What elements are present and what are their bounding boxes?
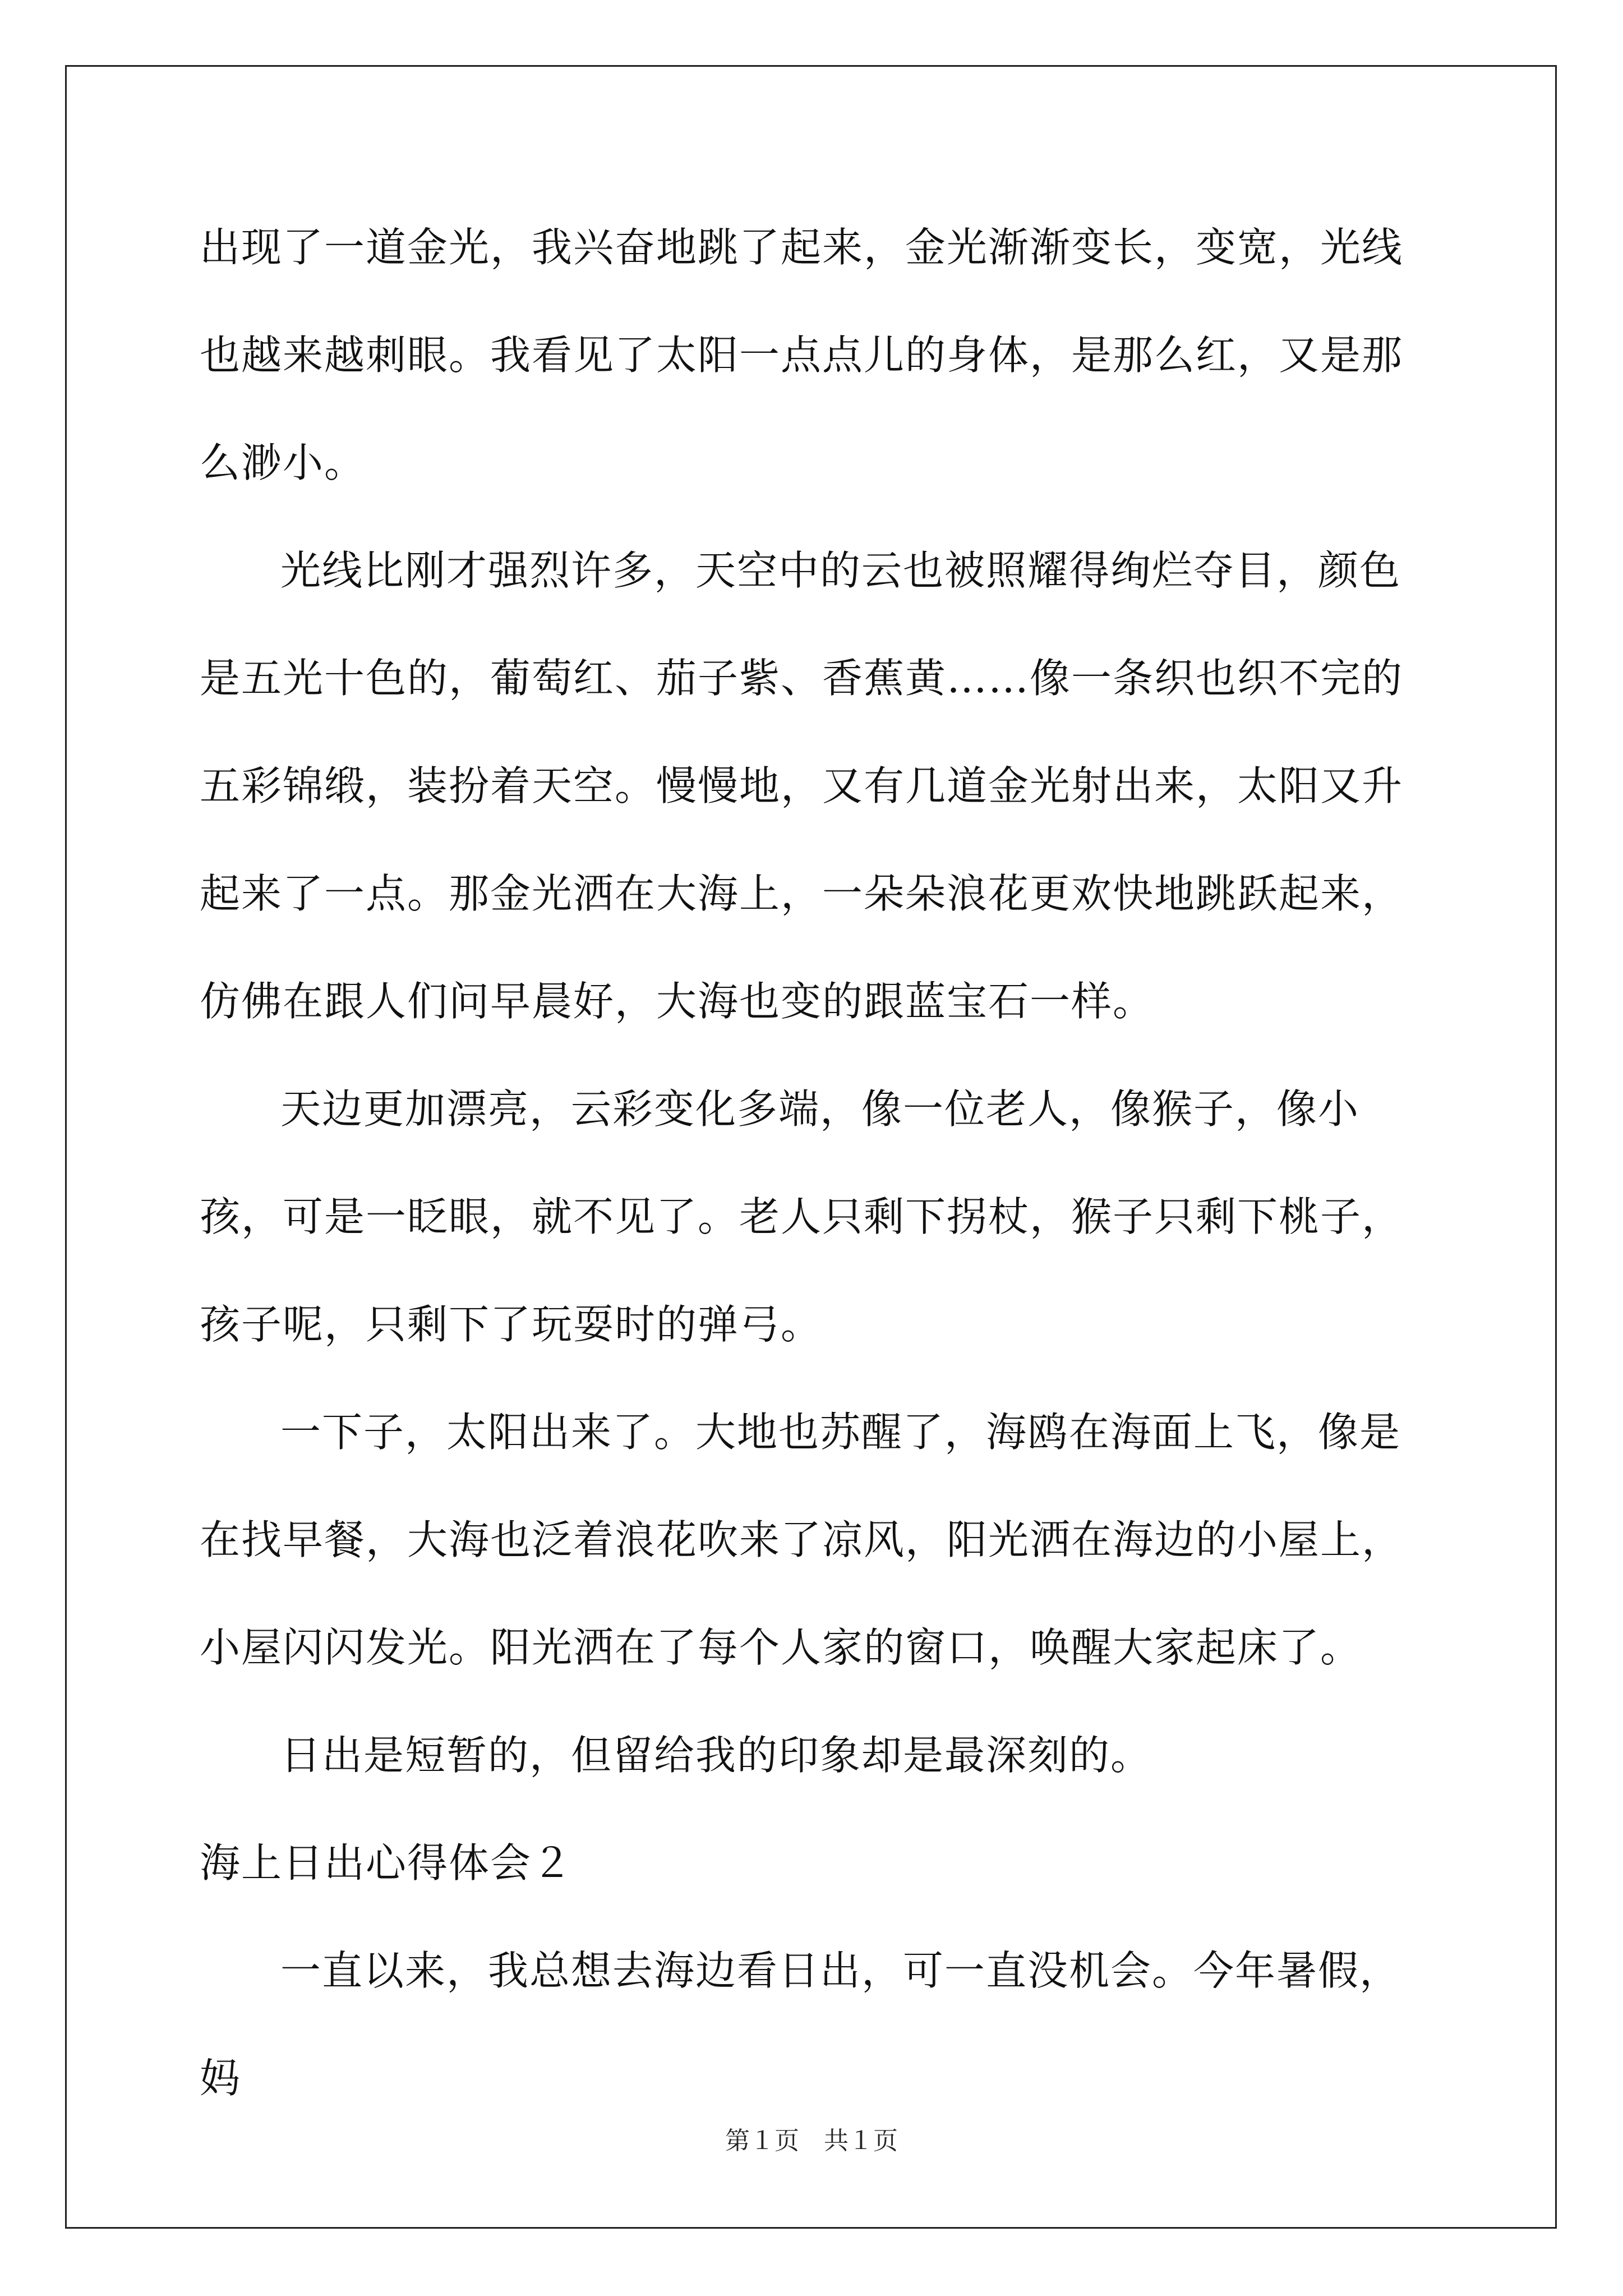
document-body	[200, 194, 1433, 2132]
paragraph-6: 一直以来，我总想去海边看日出，可一直没机会。今年暑假，妈	[200, 1947, 1401, 2102]
paragraph-2: 光线比刚才强烈许多，天空中的云也被照耀得绚烂夺目，颜色是五光十色的，葡萄红、茄子紫、香蕉黄……像一条织也织不完的五彩锦缎，装扮着天空。慢慢地，又有几道金光射出来，太阳又升起来了一点。那金光洒在大海上，一朵朵浪花更欢快地跳跃起来，仿佛在跟人们问早晨好，大海也变的跟蓝宝石一样。	[200, 547, 1404, 1025]
paragraph-5: 日出是短暂的，但留给我的印象却是最深刻的。	[280, 1732, 1152, 1779]
section-heading: 海上日出心得体会２	[200, 1839, 574, 1887]
page-footer: 第１页 共１页	[725, 2127, 898, 2155]
paragraph-4: 一下子，太阳出来了。大地也苏醒了，海鸥在海面上飞，像是在找早餐，大海也泛着浪花吹来了凉风，阳光洒在海边的小屋上，小屋闪闪发光。阳光洒在了每个人家的窗口，唤醒大家起床了。	[200, 1409, 1404, 1671]
paragraph-3: 天边更加漂亮，云彩变化多端，像一位老人，像猴子，像小孩，可是一眨眼，就不见了。老人只剩下拐杖，猴子只剩下桃子，孩子呢，只剩下了玩耍时的弹弓。	[200, 1085, 1404, 1348]
paragraph-1: 出现了一道金光，我兴奋地跳了起来，金光渐渐变长，变宽，光线也越来越刺眼。我看见了太阳一点点儿的身体，是那么红，又是那么渺小。	[200, 224, 1404, 486]
